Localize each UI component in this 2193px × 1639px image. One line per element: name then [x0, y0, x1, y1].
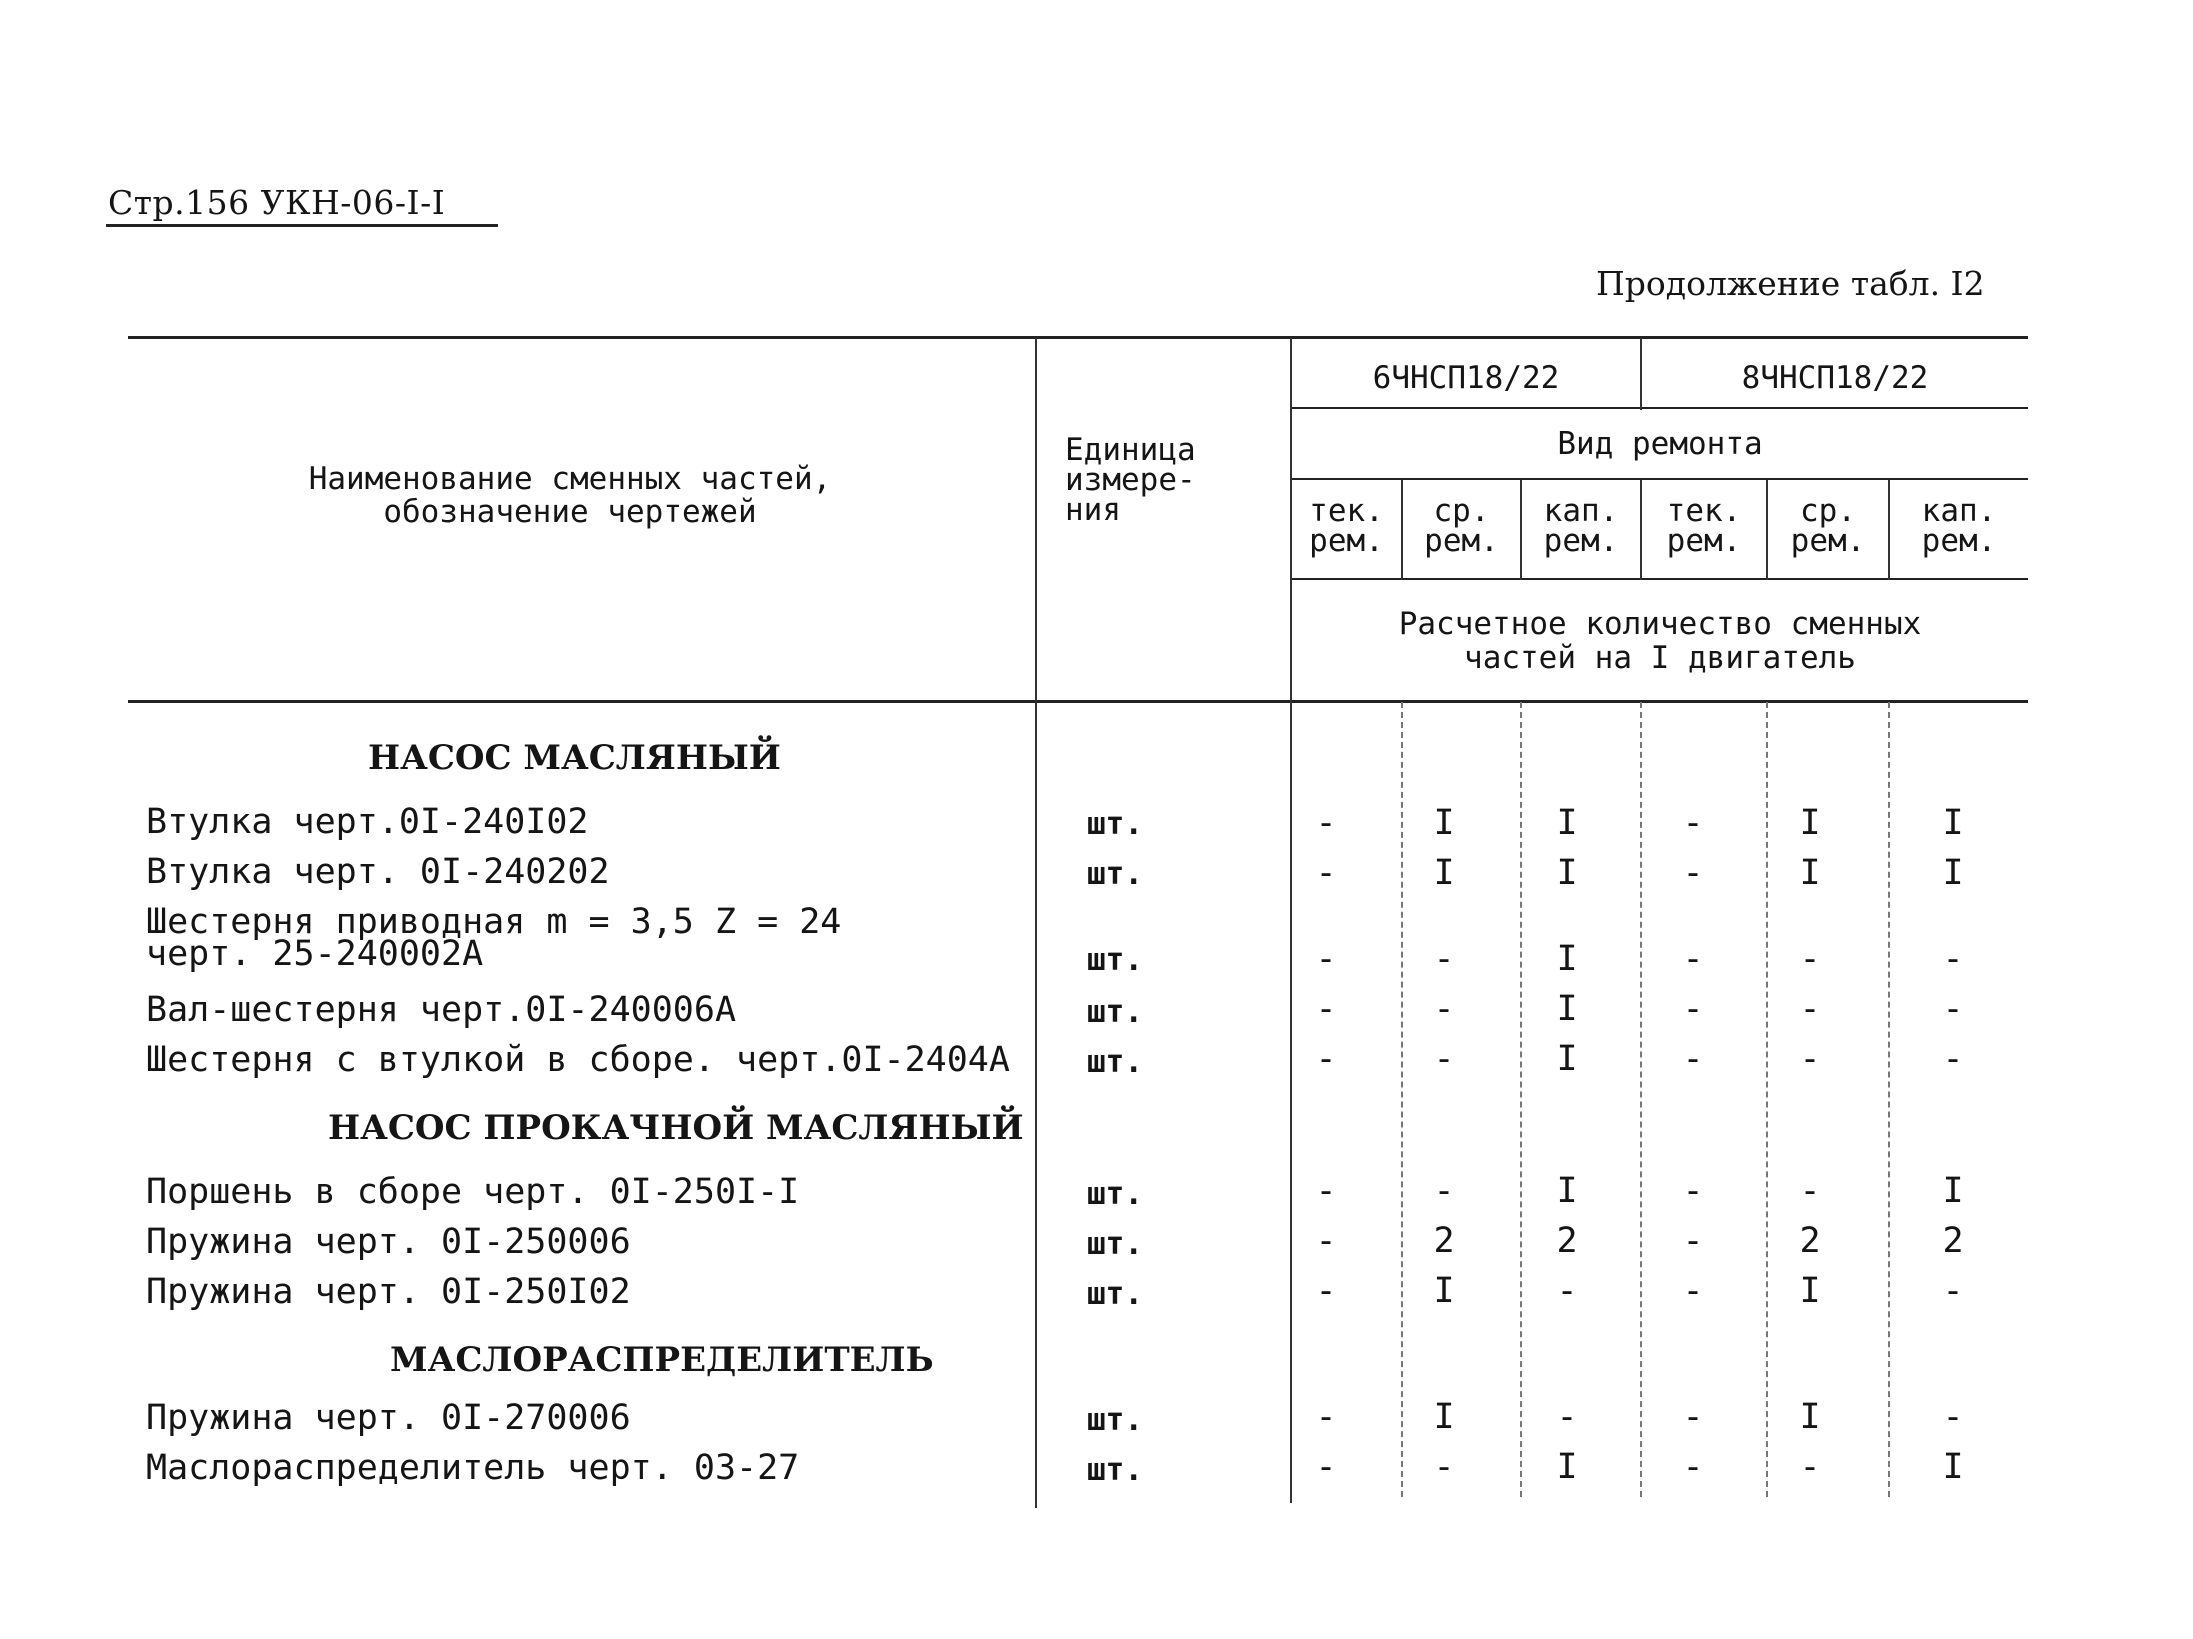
body-col-divider-4 — [1766, 702, 1768, 1497]
repair-col-5-line-1: ср. — [1800, 493, 1856, 529]
section-title: НАСОС ПРОКАЧНОЙ МАСЛЯНЫЙ — [328, 1108, 1024, 1148]
row-name: Пружина черт. 0I-270006 — [146, 1398, 631, 1438]
repair-col-6-line-2: рем. — [1921, 523, 1997, 559]
unit-header-line-1: Единица — [1065, 432, 1196, 468]
row-value: - — [1315, 1221, 1337, 1261]
row-name: Втулка черт.0I-240I02 — [146, 802, 589, 842]
row-value: - — [1315, 853, 1337, 893]
row-unit: шт. — [1087, 994, 1143, 1030]
unit-column-header — [1065, 432, 1196, 528]
row-value: I — [1433, 1397, 1455, 1437]
name-column-header — [150, 463, 990, 529]
row-value: I — [1556, 1171, 1578, 1211]
name-header-line-2: обозначение чертежей — [383, 494, 757, 530]
row-value: I — [1799, 1397, 1821, 1437]
row-value: I — [1942, 853, 1964, 893]
row-value: I — [1433, 803, 1455, 843]
table-top-rule — [128, 336, 2028, 339]
engine-rule — [1290, 407, 2028, 409]
body-col-divider-3 — [1640, 702, 1642, 1497]
row-value: - — [1942, 939, 1964, 979]
row-name: Поршень в сборе черт. 0I-250I-I — [146, 1172, 800, 1212]
name-header-line-1: Наименование сменных частей, — [308, 461, 832, 497]
engine-8-header: 8ЧНСП18/22 — [1741, 360, 1929, 396]
row-value: I — [1799, 853, 1821, 893]
page-reference: Стр.156 УКН-06-I-I — [108, 183, 446, 222]
row-value: I — [1942, 803, 1964, 843]
section-title: НАСОС МАСЛЯНЫЙ — [368, 738, 781, 778]
unit-header-line-3: ния — [1065, 492, 1121, 528]
unit-header-line-2: измере- — [1065, 462, 1196, 498]
repair-col-3-line-2: рем. — [1543, 523, 1619, 559]
body-col-divider-1 — [1401, 702, 1403, 1497]
repair-col-header-3 — [1522, 493, 1640, 559]
row-name: Пружина черт. 0I-250006 — [146, 1222, 631, 1262]
row-value: - — [1682, 1171, 1704, 1211]
row-unit: шт. — [1087, 1226, 1143, 1262]
row-value: - — [1682, 803, 1704, 843]
row-value: 2 — [1433, 1221, 1455, 1261]
repair-col-header-4 — [1642, 493, 1766, 559]
repair-col-6-line-1: кап. — [1921, 493, 1997, 529]
row-unit: шт. — [1087, 1402, 1143, 1438]
row-value: - — [1315, 803, 1337, 843]
row-name: Шестерня с втулкой в сборе. черт.0I-2404А — [146, 1040, 1010, 1080]
row-value: I — [1799, 1271, 1821, 1311]
quantity-header-line-2: частей на I двигатель — [1464, 640, 1856, 676]
repair-col-header-6 — [1890, 493, 2028, 559]
row-unit: шт. — [1087, 1176, 1143, 1212]
row-value: - — [1942, 1271, 1964, 1311]
row-value: - — [1682, 1271, 1704, 1311]
row-value: - — [1315, 1397, 1337, 1437]
page-reference-underline — [106, 224, 498, 227]
unit-column-divider — [1035, 338, 1037, 1508]
repair-col-1-line-1: тек. — [1309, 493, 1384, 529]
repair-col-2-line-1: ср. — [1433, 493, 1490, 529]
row-name-line-2: черт. 25-240002А — [146, 934, 484, 974]
row-unit: шт. — [1087, 942, 1143, 978]
row-value: I — [1556, 803, 1578, 843]
row-value: I — [1556, 1039, 1578, 1079]
row-value: - — [1315, 1171, 1337, 1211]
row-value: 2 — [1556, 1221, 1578, 1261]
row-value: - — [1433, 1039, 1455, 1079]
row-value: - — [1315, 939, 1337, 979]
section-title: МАСЛОРАСПРЕДЕЛИТЕЛЬ — [390, 1340, 934, 1380]
row-unit: шт. — [1087, 1044, 1143, 1080]
row-value: - — [1315, 1447, 1337, 1487]
row-value: - — [1799, 1447, 1821, 1487]
row-value: 2 — [1942, 1221, 1964, 1261]
row-value: - — [1682, 1447, 1704, 1487]
repair-col-5-line-2: рем. — [1790, 523, 1866, 559]
row-value: - — [1556, 1271, 1578, 1311]
row-value: - — [1682, 1221, 1704, 1261]
row-value: - — [1799, 1171, 1821, 1211]
row-value: - — [1682, 1397, 1704, 1437]
repair-col-header-1 — [1292, 493, 1401, 559]
row-value: - — [1315, 1271, 1337, 1311]
row-value: - — [1315, 1039, 1337, 1079]
repair-col-4-line-2: рем. — [1666, 523, 1742, 559]
row-value: - — [1682, 989, 1704, 1029]
repair-col-header-5 — [1768, 493, 1888, 559]
quantity-header — [1292, 607, 2028, 675]
row-value: I — [1799, 803, 1821, 843]
row-name: Вал-шестерня черт.0I-240006А — [146, 990, 737, 1030]
row-value: I — [1942, 1447, 1964, 1487]
row-unit: шт. — [1087, 1452, 1143, 1488]
row-value: - — [1942, 1397, 1964, 1437]
row-value: - — [1942, 1039, 1964, 1079]
repair-col-4-line-1: тек. — [1666, 493, 1742, 529]
body-col-divider-2 — [1520, 702, 1522, 1497]
row-value: - — [1799, 1039, 1821, 1079]
row-value: - — [1682, 1039, 1704, 1079]
repair-type-header: Вид ремонта — [1557, 426, 1763, 462]
row-value: - — [1433, 1447, 1455, 1487]
header-bottom-rule — [128, 700, 2028, 703]
row-value: - — [1315, 989, 1337, 1029]
quantity-header-line-1: Расчетное количество сменных — [1398, 606, 1922, 642]
row-value: I — [1556, 853, 1578, 893]
row-name: Маслораспределитель черт. 03-27 — [146, 1448, 800, 1488]
row-value: - — [1433, 939, 1455, 979]
row-unit: шт. — [1087, 1276, 1143, 1312]
repair-col-2-line-2: рем. — [1424, 523, 1499, 559]
body-col-divider-5 — [1888, 702, 1890, 1497]
row-value: I — [1556, 1447, 1578, 1487]
row-name: Втулка черт. 0I-240202 — [146, 852, 610, 892]
row-name — [146, 902, 842, 974]
row-value: I — [1556, 939, 1578, 979]
repair-col-1-line-2: рем. — [1309, 523, 1384, 559]
row-value: - — [1942, 989, 1964, 1029]
row-value: - — [1799, 939, 1821, 979]
engine-6-header: 6ЧНСП18/22 — [1372, 360, 1560, 396]
repair-col-3-line-1: кап. — [1543, 493, 1619, 529]
row-value: - — [1433, 989, 1455, 1029]
row-value: - — [1556, 1397, 1578, 1437]
table-continuation-caption: Продолжение табл. I2 — [1596, 264, 1985, 303]
row-value: - — [1799, 989, 1821, 1029]
row-value: I — [1942, 1171, 1964, 1211]
row-value: 2 — [1799, 1221, 1821, 1261]
row-unit: шт. — [1087, 856, 1143, 892]
repair-col-header-2 — [1403, 493, 1520, 559]
row-value: I — [1433, 853, 1455, 893]
row-value: I — [1556, 989, 1578, 1029]
row-value: - — [1682, 939, 1704, 979]
row-name-line-1: Шестерня приводная m = 3,5 Z = 24 — [146, 902, 842, 942]
row-unit: шт. — [1087, 806, 1143, 842]
row-value: I — [1433, 1271, 1455, 1311]
row-value: - — [1433, 1171, 1455, 1211]
row-name: Пружина черт. 0I-250I02 — [146, 1272, 631, 1312]
row-value: - — [1682, 853, 1704, 893]
